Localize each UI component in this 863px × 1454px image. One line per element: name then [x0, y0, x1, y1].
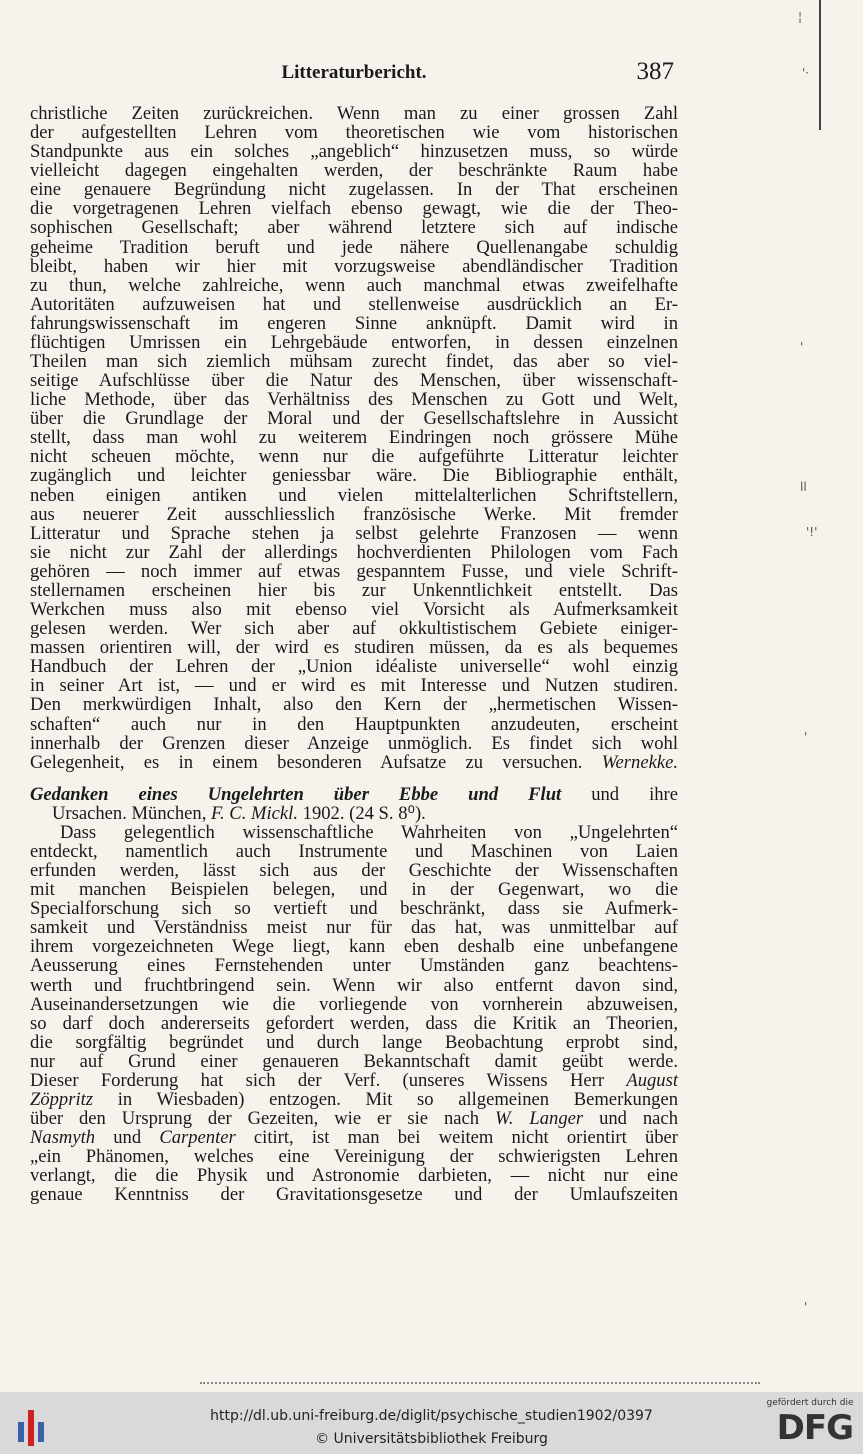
text-line: Autoritäten aufzuweisen hat und stellenweise ausdrücklich an Er- [30, 293, 678, 315]
text-line: fahrungswissenschaft im engeren Sinne anknüpft. Damit wird in [30, 312, 678, 334]
text-line: erfunden werden, lässt sich aus der Geschichte der Wissenschaften [30, 860, 678, 882]
author-last-name: Zöppritz [30, 1088, 94, 1110]
text-line: Handbuch der Lehren der „Union idéaliste universelle“ wohl einzig [30, 656, 678, 678]
running-header [30, 58, 678, 88]
text-line: Den merkwürdigen Inhalt, also den Kern der „hermetischen Wissen- [30, 694, 678, 716]
text-line: der aufgestellten Lehren vom theoretischen wie vom historischen [30, 122, 678, 144]
text-line: Specialforschung sich so vertieft und beschränkt, dass sie Aufmerk- [30, 898, 678, 920]
margin-mark: ¦ [798, 10, 803, 24]
text-line: neben einigen antiken und vielen mittelalterlichen Schriftstellern, [30, 484, 678, 506]
text-line: samkeit und Verständniss meist nur für das hat, was unmittelbar auf [30, 917, 678, 939]
copyright-notice: © Universitätsbibliothek Freiburg [315, 1431, 548, 1447]
publication-place: Ursachen. München, [52, 802, 207, 824]
text-line: Standpunkte aus ein solches „angeblich“ hinzusetzen muss, so würde [30, 141, 678, 163]
margin-mark: ll [800, 480, 807, 494]
text-line: entdeckt, namentlich auch Instrumente und Maschinen von Laien [30, 840, 678, 862]
text-line: Dass gelegentlich wissenschaftliche Wahrheiten von „Ungelehrten“ [60, 821, 678, 843]
dfg-logo: DFG [776, 1408, 853, 1448]
text-line: verlangt, die die Physik und Astronomie darbieten, — nicht nur eine [30, 1165, 678, 1187]
review1-last-text: Gelegenheit, es in einem besonderen Aufsatze zu versuchen. [30, 751, 583, 773]
text-line: geheime Tradition beruft und jede nähere Quellenangabe schuldig [30, 236, 678, 258]
review2-tail [30, 1147, 678, 1204]
page-body [30, 104, 678, 1204]
page-edge-rule [819, 0, 821, 130]
text-line: massen orientiren will, der wird es studiren müssen, da es als bequemes [30, 637, 678, 659]
text-line: die vorgetragenen Lehren vielfach ebenso gewagt, wie die der Theo- [30, 198, 678, 220]
text-line: ihrem vorgezeichneten Wege liegt, kann eben deshalb eine unbefangene [30, 936, 678, 958]
source-url-link[interactable]: http://dl.ub.uni-freiburg.de/diglit/psychische_studien1902/0397 [210, 1408, 653, 1424]
text-line: gehören — noch immer auf etwas gespanntem Fusse, und viele Schrift- [30, 560, 678, 582]
text-line: die sorgfältig begründet und durch lange Beobachtung erprobt sind, [30, 1031, 678, 1053]
text-line: Theilen man sich ziemlich mühsam zurecht findet, das aber so viel- [30, 351, 678, 373]
line-zoeppritz [30, 1090, 678, 1109]
text-line: innerhalb der Grenzen dieser Anzeige unmöglich. Es findet sich wohl [30, 732, 678, 754]
review2-heading-line1 [30, 785, 678, 804]
margin-mark: '· [802, 66, 810, 80]
text-line: christliche Zeiten zurückreichen. Wenn man zu einer grossen Zahl [30, 103, 678, 124]
dfg-caption: gefördert durch die [766, 1398, 854, 1408]
text-line: nicht scheuen möchte, wenn nur die aufgeführte Litteratur leichter [30, 446, 678, 468]
text-line: aus neuerer Zeit ausschliesslich französische Werke. Mit fremder [30, 503, 678, 525]
review2-heading-line2 [30, 804, 678, 823]
cited-author-carpenter: Carpenter [159, 1127, 236, 1149]
margin-mark: '!' [806, 525, 818, 539]
line-verf [30, 1071, 678, 1090]
text-line: flüchtigen Umrissen ein Lehrgebäude entworfen, in dessen einzelnen [30, 331, 678, 353]
text-line: genaue Kenntniss der Gravitationsgesetze und der Umlaufszeiten [30, 1184, 678, 1206]
text-line: in seiner Art ist, — und er wird es mit Interesse und Nutzen studiren. [30, 675, 678, 697]
margin-mark: ' [804, 1300, 808, 1314]
text-line: sophischen Gesellschaft; aber während letztere sich auf indische [30, 217, 678, 239]
text-line: vielleicht dagegen eingehalten werden, der beschränkte Raum habe [30, 160, 678, 182]
review-unknown-work [30, 104, 678, 753]
text-line: zu thun, welche zahlreiche, wenn auch manchmal etwas zweifelhafte [30, 274, 678, 296]
text-line: eine genauere Begründung nicht zugelassen. In der That erscheinen [30, 179, 678, 201]
margin-mark: ' [800, 340, 804, 354]
footer-bar [0, 1392, 863, 1454]
book-title-rest: und ihre [591, 783, 678, 805]
text-line: Werkchen muss also mit ebenso viel Vorsicht als Aufmerksamkeit [30, 599, 678, 621]
text-line: nur auf Grund einer genaueren Bekanntschaft damit geübt werde. [30, 1050, 678, 1072]
line-langer [30, 1109, 678, 1128]
text-line: sie nicht zur Zahl der allerdings hochverdienten Philologen vom Fach [30, 541, 678, 563]
text-line: werth und fruchtbringend sein. Wenn wir also entfernt davon sind, [30, 974, 678, 996]
margin-mark: ' [804, 730, 808, 744]
text-line: schaften“ auch nur in den Hauptpunkten anzudeuten, erscheint [30, 713, 678, 735]
text-line: bleibt, haben wir hier mit vorzugsweise abendländischer Tradition [30, 255, 678, 277]
text-line: „ein Phänomen, welches eine Vereinigung der schwierigsten Lehren [30, 1146, 678, 1168]
publication-details: 1902. (24 S. 8⁰). [302, 802, 426, 824]
text-line: so darf doch andererseits gefordert werden, dass die Kritik an Theorien, [30, 1012, 678, 1034]
conjunction: und [113, 1127, 142, 1149]
line-langer-suffix: und nach [599, 1108, 678, 1130]
text-line: zugänglich und leichter geniessbar wäre. Die Bibliographie enthält, [30, 465, 678, 487]
book-title: Gedanken eines Ungelehrten über Ebbe und Flut [30, 783, 562, 805]
text-line: gelesen werden. Wer sich aber auf okkultistischem Gebiete einiger- [30, 618, 678, 640]
review1-last-line [30, 753, 678, 772]
header-title: Litteraturbericht. [281, 62, 427, 83]
text-line: mit manchen Beispielen belegen, und in der Gegenwart, wo die [30, 879, 678, 901]
text-line: Litteratur und Sprache stehen ja selbst gelehrte Franzosen — wenn [30, 522, 678, 544]
author-first-name: August [626, 1069, 679, 1091]
page-number: 387 [636, 58, 674, 85]
review-ebbe-flut [30, 823, 678, 1071]
reviewer-signature: Wernekke. [601, 751, 678, 773]
line-verf-text: Dieser Forderung hat sich der Verf. (unseres Wissens Herr [30, 1069, 605, 1091]
line-nasmyth-suffix: citirt, ist man bei weitem nicht orientirt über [253, 1127, 678, 1149]
text-line: über die Grundlage der Moral und der Gesellschaftslehre in Aussicht [30, 408, 678, 430]
text-line: Auseinandersetzungen wie die vorliegende von vornherein abzuweisen, [30, 993, 678, 1015]
line-nasmyth [30, 1128, 678, 1147]
publisher-name: F. C. Mickl. [211, 802, 298, 824]
cited-author-nasmyth: Nasmyth [30, 1127, 96, 1149]
line-langer-prefix: über den Ursprung der Gezeiten, wie er sie nach [30, 1108, 480, 1130]
text-line: liche Methode, über das Verhältniss des Menschen zu Gott und Welt, [30, 389, 678, 411]
cited-author-langer: W. Langer [495, 1108, 584, 1130]
line-zoeppritz-text: in Wiesbaden) entzogen. Mit so allgemeinen Bemerkungen [117, 1088, 678, 1110]
text-line: stellt, dass man wohl zu weiterem Eindringen noch grössere Mühe [30, 427, 678, 449]
scan-artifact [200, 1382, 760, 1388]
text-line: stellernamen erscheinen hier bis zur Unkenntlichkeit entstellt. Das [30, 579, 678, 601]
text-line: seitige Aufschlüsse über die Natur des Menschen, über wissenschaft- [30, 370, 678, 392]
text-line: Aeusserung eines Fernstehenden unter Umständen ganz beachtens- [30, 955, 678, 977]
